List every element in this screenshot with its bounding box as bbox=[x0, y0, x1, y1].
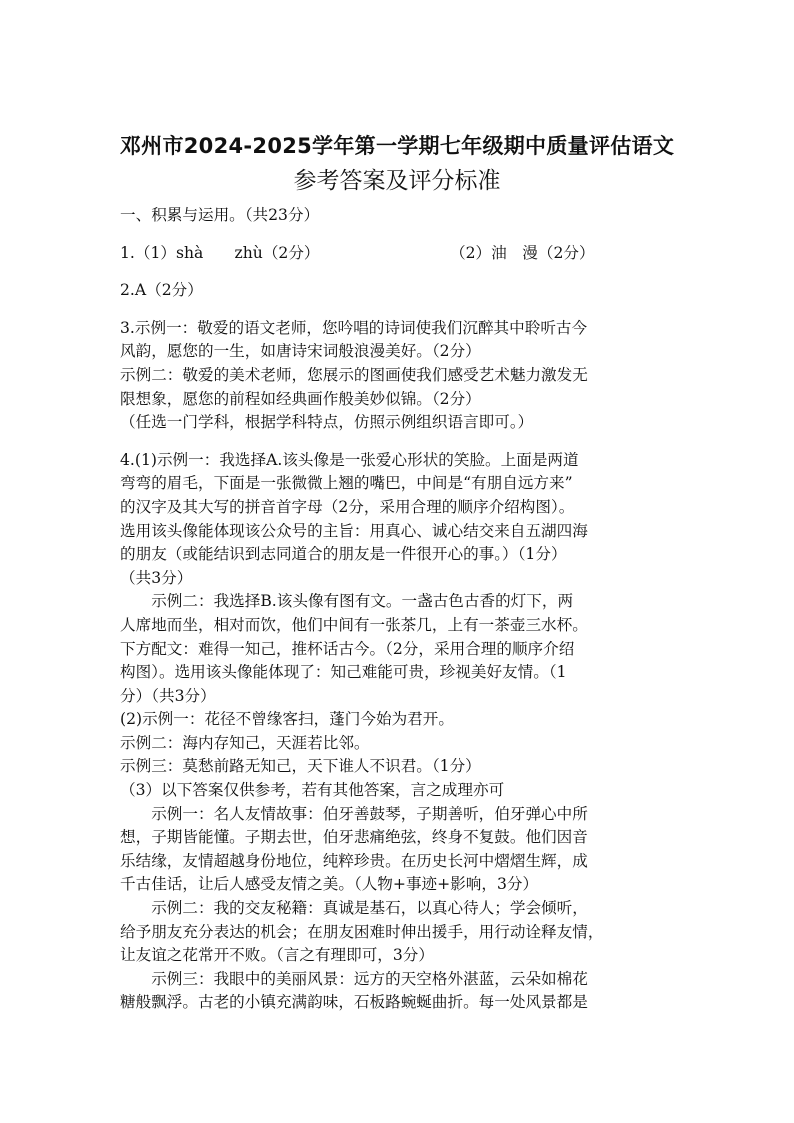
question-1 bbox=[120, 242, 688, 266]
page-subtitle: 参考答案及评分标准 bbox=[293, 168, 501, 194]
q4-line: 示例三：我眼中的美丽风景：远方的天空格外湛蓝，云朵如棉花 bbox=[151, 969, 588, 988]
q4-line: 乐结缘，友情超越身份地位，纯粹珍贵。在历史长河中熠熠生辉，成 bbox=[120, 851, 588, 870]
q4-line: 选用该头像能体现该公众号的主旨：用真心、诚心结交来自五湖四海 bbox=[120, 521, 588, 540]
q4-line: 弯弯的眉毛，下面是一张微微上翘的嘴巴，中间是“有朋自远方来” bbox=[120, 474, 573, 493]
q4-line: 人席地而坐，相对而饮，他们中间有一张茶几，上有一茶壶三水杯。 bbox=[120, 615, 588, 634]
q3-note: （任选一门学科，根据学科特点，仿照示例组织语言即可。） bbox=[120, 413, 534, 432]
q4-line: （共3分） bbox=[120, 568, 193, 587]
q4-line: 给予朋友充分表达的机会；在朋友困难时伸出援手，用行动诠释友情， bbox=[120, 922, 604, 941]
q4-line: 的汉字及其大写的拼音首字母（2分，采用合理的顺序介绍构图）。 bbox=[120, 497, 575, 516]
q4-line: 示例三：莫愁前路无知己，天下谁人不识君。（1分） bbox=[120, 757, 481, 776]
q4-line: (2)示例一：花径不曾缘客扫，蓬门今始为君开。 bbox=[120, 710, 454, 729]
section-heading: 一、积累与运用。（共23分） bbox=[120, 206, 320, 224]
question-1-part-1: 1.（1）shà zhù（2分） bbox=[120, 243, 320, 262]
question-4 bbox=[120, 449, 688, 1015]
question-3 bbox=[120, 317, 688, 435]
q3-line: 3.示例一：敬爱的语文老师，您吟唱的诗词使我们沉醉其中聆听古今 bbox=[120, 318, 588, 337]
q4-line: 示例二：海内存知己，天涯若比邻。 bbox=[120, 733, 370, 752]
q4-line: 示例一：名人友情故事：伯牙善鼓琴，子期善听，伯牙弹心中所 bbox=[151, 804, 588, 823]
q4-line: 的朋友（或能结识到志同道合的朋友是一件很开心的事。）（1分） bbox=[120, 545, 567, 564]
q3-line: 风韵，愿您的一生，如唐诗宋词般浪漫美好。（2分） bbox=[120, 342, 481, 361]
q4-line: 千古佳话，让后人感受友情之美。（人物+事迹+影响，3分） bbox=[120, 875, 539, 894]
q4-line: 分）（共3分） bbox=[120, 686, 216, 705]
q4-line: 示例二：我的交友秘籍：真诚是基石，以真心待人；学会倾听， bbox=[151, 899, 588, 918]
q3-line: 限想象，愿您的前程如经典画作般美妙似锦。（2分） bbox=[120, 389, 481, 408]
q4-line: 让友谊之花常开不败。（言之有理即可，3分） bbox=[120, 946, 434, 965]
q4-line: 4.(1)示例一：我选择A.该头像是一张爱心形状的笑脸。上面是两道 bbox=[120, 450, 579, 469]
q4-line: 示例二：我选择B.该头像有图有文。一盏古色古香的灯下，两 bbox=[151, 592, 574, 611]
q3-line: 示例二：敬爱的美术老师，您展示的图画使我们感受艺术魅力激发无 bbox=[120, 365, 588, 384]
question-1-part-2: （2）油 漫（2分） bbox=[450, 243, 595, 262]
q4-line: 构图）。选用该头像能体现了：知己难能可贵，珍视美好友情。（1 bbox=[120, 663, 567, 682]
q4-line: 下方配文：难得一知己，推杯话古今。（2分，采用合理的顺序介绍 bbox=[120, 639, 575, 658]
answer-body bbox=[120, 204, 688, 1015]
q4-line: 糖般飘浮。古老的小镇充满韵味，石板路蜿蜒曲折。每一处风景都是 bbox=[120, 993, 588, 1012]
q4-line: （3）以下答案仅供参考，若有其他答案，言之成理亦可 bbox=[120, 781, 505, 800]
q4-line: 想，子期皆能懂。子期去世，伯牙悲痛绝弦，终身不复鼓。他们因音 bbox=[120, 828, 588, 847]
question-2: 2.A（2分） bbox=[120, 281, 203, 300]
page-title: 邓州市2024-2025学年第一学期七年级期中质量评估语文 bbox=[119, 134, 675, 158]
